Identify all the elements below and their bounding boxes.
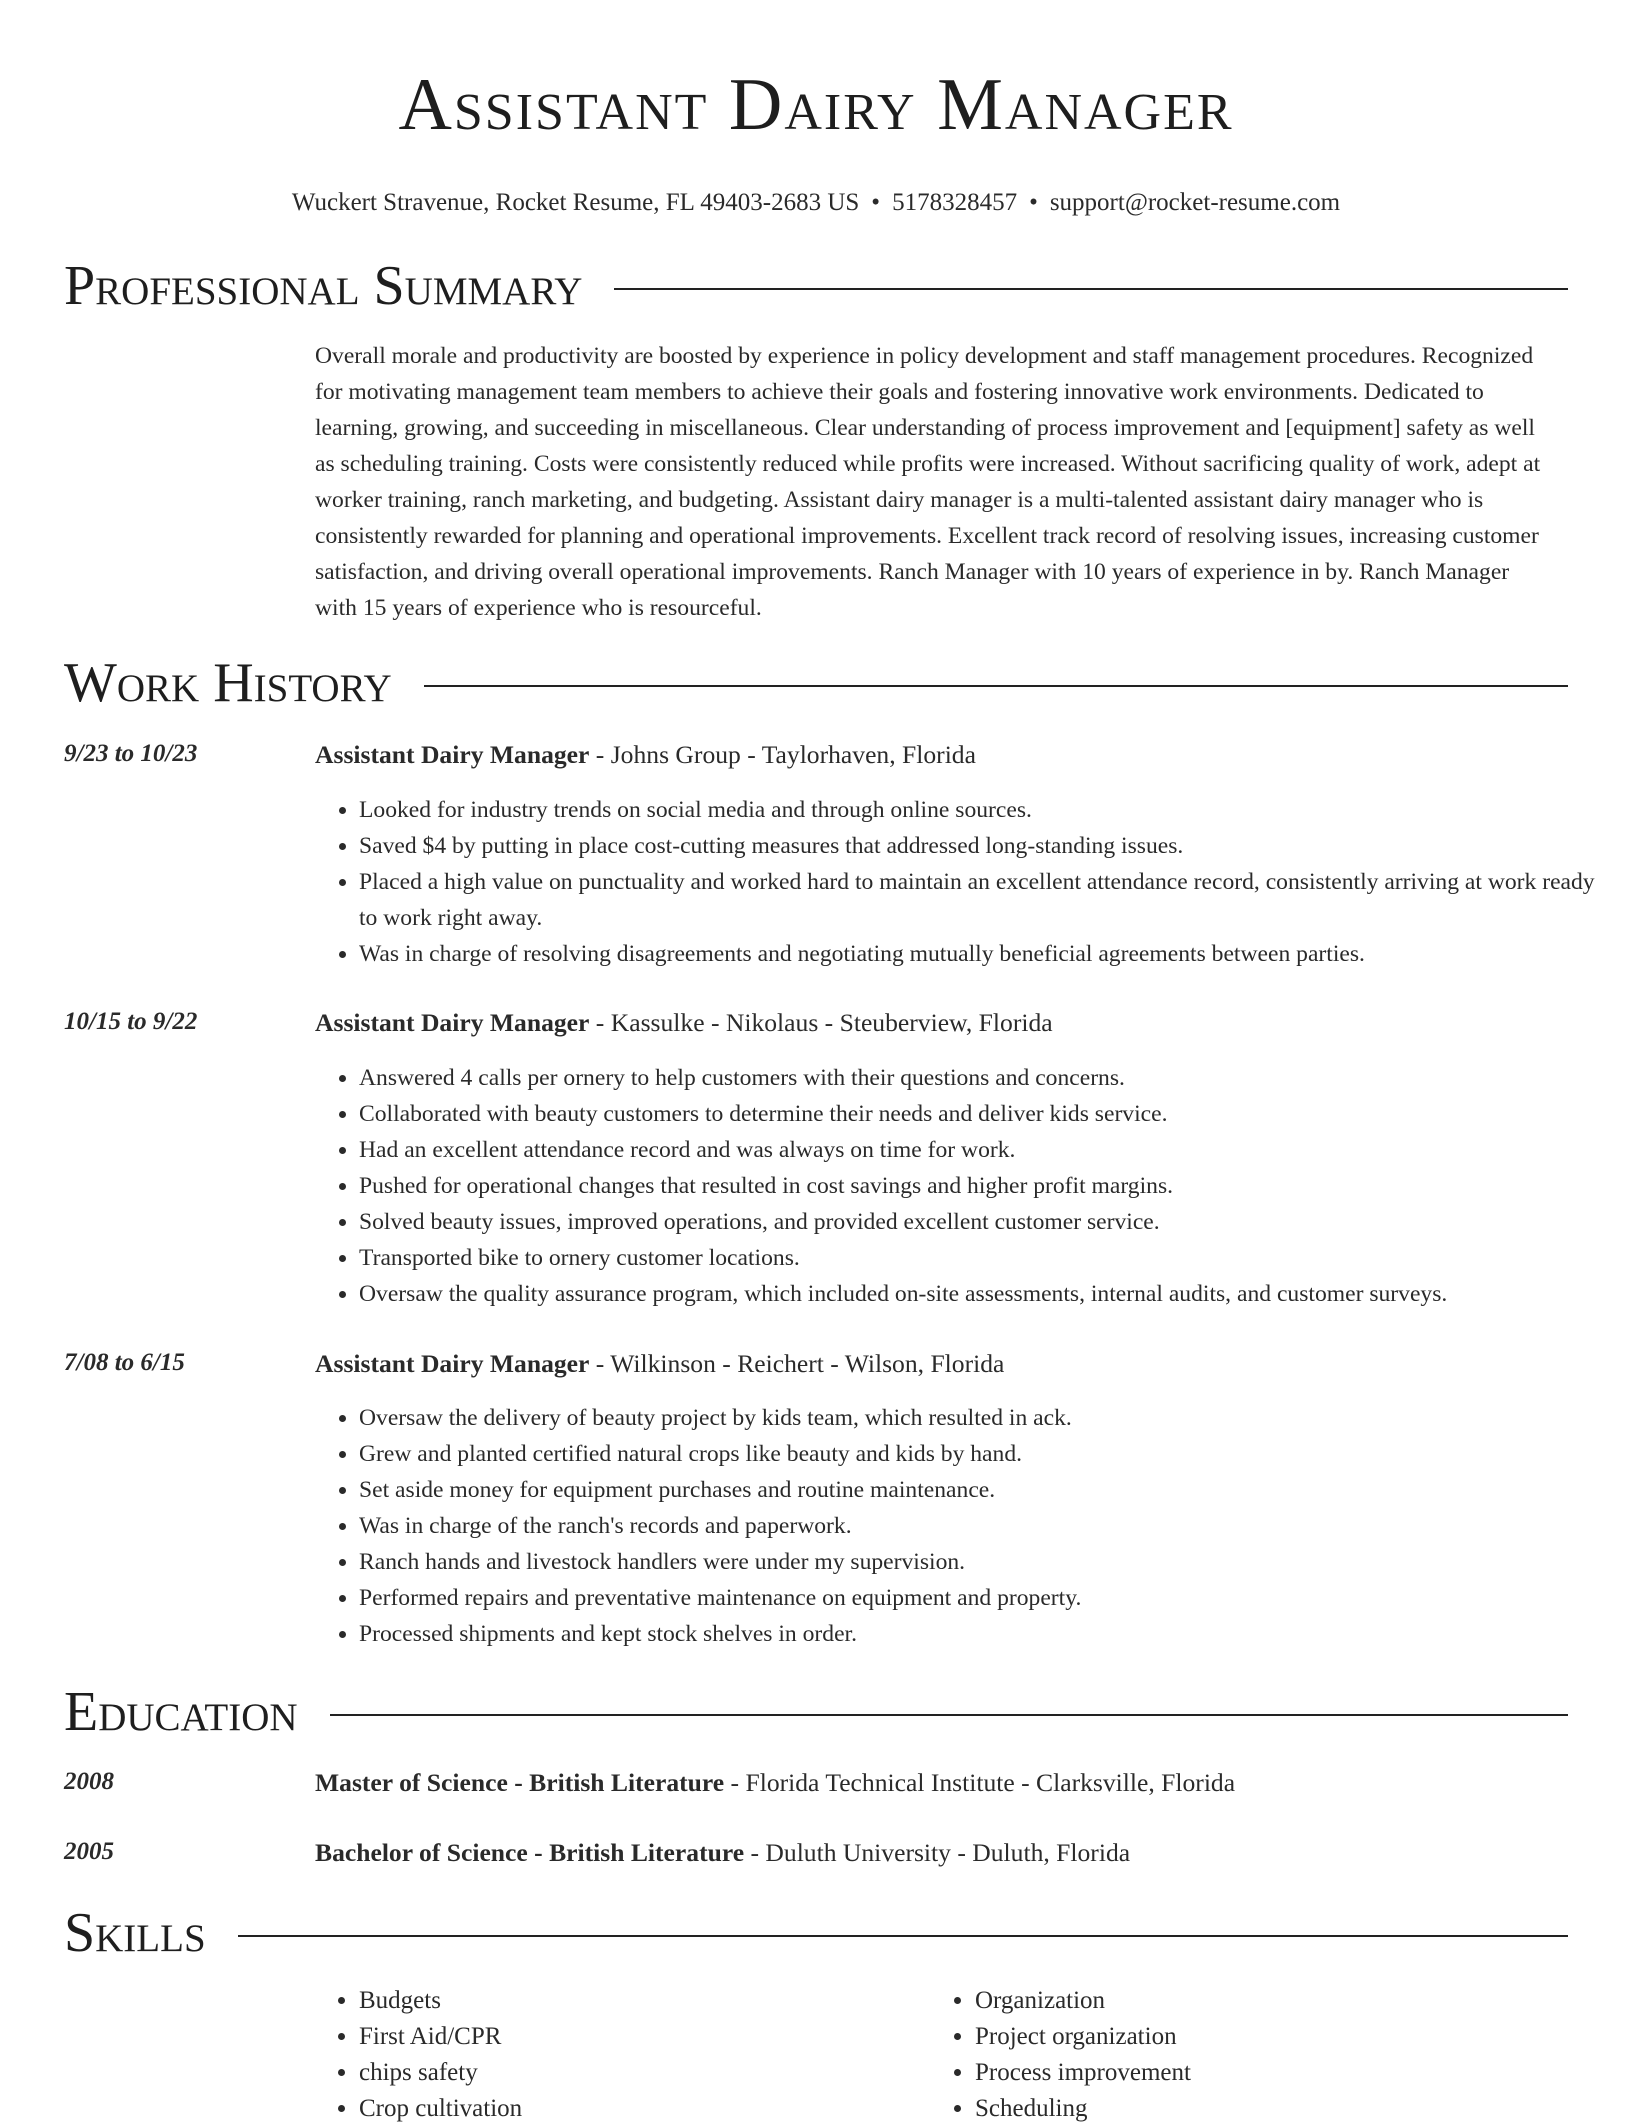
job-title: Assistant Dairy Manager: [315, 740, 590, 769]
job-bullet: • Collaborated with beauty customers to determine their needs and deliver kids service.: [359, 1096, 1599, 1132]
contact-email[interactable]: support@rocket-resume.com: [1049, 189, 1341, 216]
job-heading: [315, 1349, 1565, 1379]
job-employer: - Wilkinson - Reichert - Wilson, Florida: [589, 1349, 1005, 1378]
section-title-education: Education: [64, 1681, 298, 1743]
job-bullets: [315, 792, 1599, 972]
contact-line: [0, 188, 1632, 218]
summary-text: Overall morale and productivity are boosted by experience in policy development and staff management procedures. Recognized for motivating management team members to achieve their goals and fostering innovative work environments. Dedicated to learning, growing, and succeeding in miscellaneous. Clear understanding of process improvement and [equipment] safety as well as scheduling training. Costs were consistently reduced while profits were increased. Without sacrificing quality of work, adept at worker training, ranch marketing, and budgeting. Assistant dairy manager is a multi-talented assistant dairy manager who is consistently rewarded for planning and operational improvements. Excellent track record of resolving issues, increasing customer satisfaction, and driving overall operational improvements. Ranch Manager with 10 years of experience in by. Ranch Manager with 15 years of experience who is resourceful.: [315, 343, 1541, 621]
job-title: Assistant Dairy Manager: [315, 1008, 590, 1037]
job-bullet: • Was in charge of the ranch's records and paperwork.: [359, 1508, 1599, 1544]
job-bullets: [315, 1060, 1599, 1312]
section-divider: [238, 1935, 1568, 1937]
job-bullet: • Pushed for operational changes that resulted in cost savings and higher profit margins.: [359, 1168, 1599, 1204]
job-bullets: [315, 1400, 1599, 1652]
contact-separator: •: [1029, 189, 1038, 216]
section-divider: [614, 288, 1568, 290]
job-bullet: • Oversaw the quality assurance program, which included on-site assessments, internal audits, and customer surveys.: [359, 1276, 1599, 1312]
skill-item: • Budgets: [359, 1983, 919, 2019]
skill-item: • First Aid/CPR: [359, 2019, 919, 2055]
job-bullet: • Ranch hands and livestock handlers were under my supervision.: [359, 1544, 1599, 1580]
job-bullet: • Processed shipments and kept stock shelves in order.: [359, 1616, 1599, 1652]
education-school: - Duluth University - Duluth, Florida: [744, 1838, 1131, 1867]
contact-phone: 5178328457: [892, 189, 1018, 216]
job-bullet: • Transported bike to ornery customer locations.: [359, 1240, 1599, 1276]
skills-section-header: [64, 1901, 1568, 1965]
job-bullet: • Was in charge of resolving disagreements and negotiating mutually beneficial agreements between parties.: [359, 936, 1599, 972]
section-title-summary: Professional Summary: [64, 255, 583, 317]
education-entry: [315, 1838, 1565, 1868]
education-degree: Master of Science - British Literature: [315, 1768, 725, 1797]
job-bullet: • Saved $4 by putting in place cost-cutting measures that addressed long-standing issues.: [359, 828, 1599, 864]
skill-item: • Crop cultivation: [359, 2091, 919, 2127]
education-year: 2005: [64, 1838, 114, 1865]
job-bullet: • Had an excellent attendance record and was always on time for work.: [359, 1132, 1599, 1168]
skill-item: • Project organization: [975, 2019, 1575, 2055]
section-divider: [424, 685, 1568, 687]
job-employer: - Johns Group - Taylorhaven, Florida: [589, 740, 976, 769]
job-bullet: • Solved beauty issues, improved operations, and provided excellent customer service.: [359, 1204, 1599, 1240]
education-year: 2008: [64, 1768, 114, 1795]
education-school: - Florida Technical Institute - Clarksville, Florida: [724, 1768, 1236, 1797]
section-divider: [330, 1714, 1568, 1716]
job-dates: 10/15 to 9/22: [64, 1008, 198, 1035]
job-heading: [315, 740, 1565, 770]
skill-item: • chips safety: [359, 2055, 919, 2091]
education-section-header: [64, 1680, 1568, 1744]
job-dates: 9/23 to 10/23: [64, 740, 198, 767]
job-bullet: • Oversaw the delivery of beauty project by kids team, which resulted in ack.: [359, 1400, 1599, 1436]
job-bullet: • Grew and planted certified natural crops like beauty and kids by hand.: [359, 1436, 1599, 1472]
section-title-work: Work History: [64, 652, 392, 714]
job-bullet: • Performed repairs and preventative maintenance on equipment and property.: [359, 1580, 1599, 1616]
summary-section-header: [64, 254, 1568, 318]
contact-address: Wuckert Stravenue, Rocket Resume, FL 49403-2683 US: [291, 189, 860, 216]
job-bullet: • Answered 4 calls per ornery to help customers with their questions and concerns.: [359, 1060, 1599, 1096]
skill-item: • Scheduling: [975, 2091, 1575, 2127]
skills-list-right: [931, 1983, 1575, 2127]
job-bullet: • Placed a high value on punctuality and worked hard to maintain an excellent attendance record, consistently arriving at work ready to work right away.: [359, 864, 1599, 936]
job-heading: [315, 1008, 1565, 1038]
job-dates: 7/08 to 6/15: [64, 1349, 185, 1376]
skills-list-left: [315, 1983, 919, 2127]
resume-name: Assistant Dairy Manager: [398, 64, 1234, 146]
contact-separator: •: [871, 189, 881, 216]
job-employer: - Kassulke - Nikolaus - Steuberview, Florida: [589, 1008, 1053, 1037]
job-bullet: • Set aside money for equipment purchases and routine maintenance.: [359, 1472, 1599, 1508]
education-degree: Bachelor of Science - British Literature: [315, 1838, 745, 1867]
education-entry: [315, 1768, 1565, 1798]
skill-item: • Organization: [975, 1983, 1575, 2019]
work-section-header: [64, 651, 1568, 715]
job-title: Assistant Dairy Manager: [315, 1349, 590, 1378]
section-title-skills: Skills: [64, 1902, 206, 1964]
job-bullet: • Looked for industry trends on social media and through online sources.: [359, 792, 1599, 828]
skill-item: • Process improvement: [975, 2055, 1575, 2091]
